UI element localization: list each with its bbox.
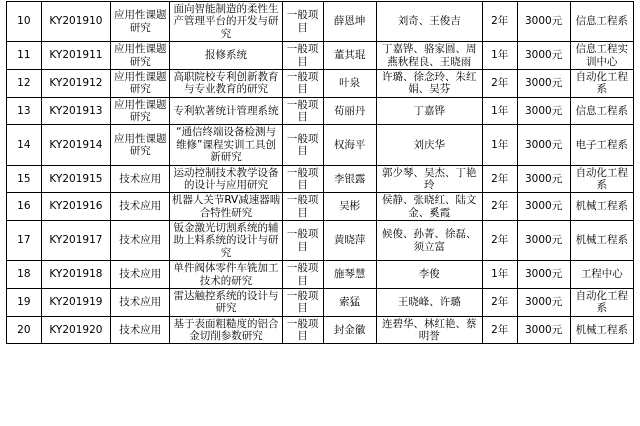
cell-members: 刘奇、王俊吉 [376,2,482,42]
cell-no: 12 [7,69,42,97]
cell-leader: 董其琨 [323,42,376,70]
cell-members: 侯静、张晓红、陆文金、奚霞 [376,193,482,221]
cell-title: “通信终端设备检测与维修”课程实训工具创新研究 [170,125,282,165]
cell-years: 1年 [482,97,517,125]
table-row [7,69,634,97]
cell-leader: 吴彬 [323,193,376,221]
table-row [7,2,634,42]
cell-type: 一般项目 [282,261,323,289]
table-row [7,125,634,165]
cell-code: KY201920 [41,316,110,344]
cell-department: 电子工程系 [570,125,633,165]
cell-department: 信息工程系 [570,97,633,125]
cell-title: 机器人关节RV减速器啮合特性研究 [171,194,281,219]
cell-years: 1年 [482,125,517,165]
cell-funds: 3000元 [517,221,570,261]
cell-years: 2年 [482,221,517,261]
cell-funds: 3000元 [517,165,570,193]
cell-code: KY201913 [41,97,110,125]
table-body [7,2,634,344]
cell-code: KY201915 [41,165,110,193]
cell-no: 11 [7,42,42,70]
cell-members: 王晓峰、许璐 [376,288,482,316]
cell-category: 技术应用 [111,261,170,289]
table-row [7,221,634,261]
cell-members: 连碧华、林红艳、蔡明誉 [376,316,482,344]
cell-department: 机械工程系 [570,221,633,261]
cell-years: 2年 [482,193,517,221]
cell-title: 高职院校专利创新教育与专业教育的研究 [170,69,282,97]
projects-table [6,1,634,344]
cell-category: 技术应用 [111,316,170,344]
cell-leader: 薛恩坤 [323,2,376,42]
cell-no: 16 [7,193,42,221]
cell-years: 2年 [482,2,517,42]
cell-no: 15 [7,165,42,193]
cell-no: 19 [7,288,42,316]
cell-department: 自动化工程系 [570,69,633,97]
cell-category: 技术应用 [111,221,170,261]
cell-type: 一般项目 [282,221,323,261]
cell-leader: 封金徽 [323,316,376,344]
cell-years: 2年 [482,165,517,193]
cell-years: 1年 [482,261,517,289]
table-row [7,42,634,70]
table-row [7,193,634,221]
cell-code: KY201917 [41,221,110,261]
cell-leader: 叶泉 [323,69,376,97]
cell-no: 17 [7,221,42,261]
cell-title: 基于表面粗糙度的铝合金切削参数研究 [170,316,282,344]
cell-funds: 3000元 [517,97,570,125]
cell-type: 一般项目 [282,69,323,97]
cell-code: KY201912 [41,69,110,97]
cell-leader: 索猛 [323,288,376,316]
cell-members: 许璐、徐念玲、朱红娟、吴芬 [376,69,482,97]
cell-title: 雷达触控系统的设计与研究 [170,288,282,316]
cell-code: KY201911 [41,42,110,70]
cell-department: 机械工程系 [570,316,633,344]
cell-category: 技术应用 [111,193,170,221]
cell-members: 丁嘉铧、骆家圆、周燕秋程良、王晓雨 [376,42,482,70]
cell-type: 一般项目 [282,316,323,344]
table-row [7,316,634,344]
cell-type: 一般项目 [282,2,323,42]
cell-funds: 3000元 [517,316,570,344]
cell-code: KY201914 [41,125,110,165]
cell-members: 李俊 [376,261,482,289]
cell-type: 一般项目 [282,165,323,193]
cell-members: 郭少琴、吴杰、丁艳玲 [376,165,482,193]
cell-department: 信息工程实训中心 [570,42,633,70]
cell-leader: 李银露 [323,165,376,193]
cell-type: 一般项目 [282,288,323,316]
cell-category: 应用性课题研究 [111,2,170,42]
cell-members: 丁嘉铧 [376,97,482,125]
cell-code: KY201918 [41,261,110,289]
cell-members: 候俊、孙菁、徐磊、须立富 [376,221,482,261]
cell-category: 技术应用 [111,288,170,316]
cell-code: KY201916 [41,193,110,221]
table-row [7,97,634,125]
cell-years: 1年 [482,42,517,70]
cell-funds: 3000元 [517,69,570,97]
cell-department: 自动化工程系 [570,165,633,193]
cell-no: 14 [7,125,42,165]
cell-years: 2年 [482,316,517,344]
cell-leader: 施琴慧 [323,261,376,289]
cell-leader: 黄晓萍 [323,221,376,261]
cell-category: 应用性课题研究 [111,97,170,125]
cell-funds: 3000元 [517,193,570,221]
cell-title: 钣金激光切割系统的辅助上料系统的设计与研究 [170,221,282,261]
cell-funds: 3000元 [517,125,570,165]
cell-type: 一般项目 [282,125,323,165]
cell-title: 报修系统 [170,42,282,70]
cell-category: 技术应用 [111,165,170,193]
cell-years: 2年 [482,288,517,316]
cell-department: 工程中心 [570,261,633,289]
cell-code: KY201910 [41,2,110,42]
cell-no: 18 [7,261,42,289]
cell-type: 一般项目 [282,97,323,125]
cell-type: 一般项目 [282,193,323,221]
cell-code: KY201919 [41,288,110,316]
cell-title: 专利软著统计管理系统 [170,97,282,125]
cell-title: 面向智能制造的柔性生产管理平台的开发与研究 [170,2,282,42]
cell-no: 20 [7,316,42,344]
cell-category: 应用性课题研究 [111,125,170,165]
cell-years: 2年 [482,69,517,97]
cell-funds: 3000元 [517,42,570,70]
cell-category: 应用性课题研究 [111,69,170,97]
cell-department: 信息工程系 [570,2,633,42]
cell-no: 13 [7,97,42,125]
cell-department: 机械工程系 [570,193,633,221]
cell-title: 运动控制技术教学设备的设计与应用研究 [170,165,282,193]
cell-funds: 3000元 [517,288,570,316]
cell-title: 单件阀体零件车铣加工技术的研究 [170,261,282,289]
cell-department: 自动化工程系 [570,288,633,316]
cell-leader: 荀丽丹 [323,97,376,125]
table-row [7,261,634,289]
cell-category: 应用性课题研究 [111,42,170,70]
cell-funds: 3000元 [517,261,570,289]
cell-leader: 权海平 [323,125,376,165]
cell-members: 刘庆华 [376,125,482,165]
cell-type: 一般项目 [282,42,323,70]
cell-funds: 3000元 [517,2,570,42]
cell-no: 10 [7,2,42,42]
table-row [7,165,634,193]
table-row [7,288,634,316]
